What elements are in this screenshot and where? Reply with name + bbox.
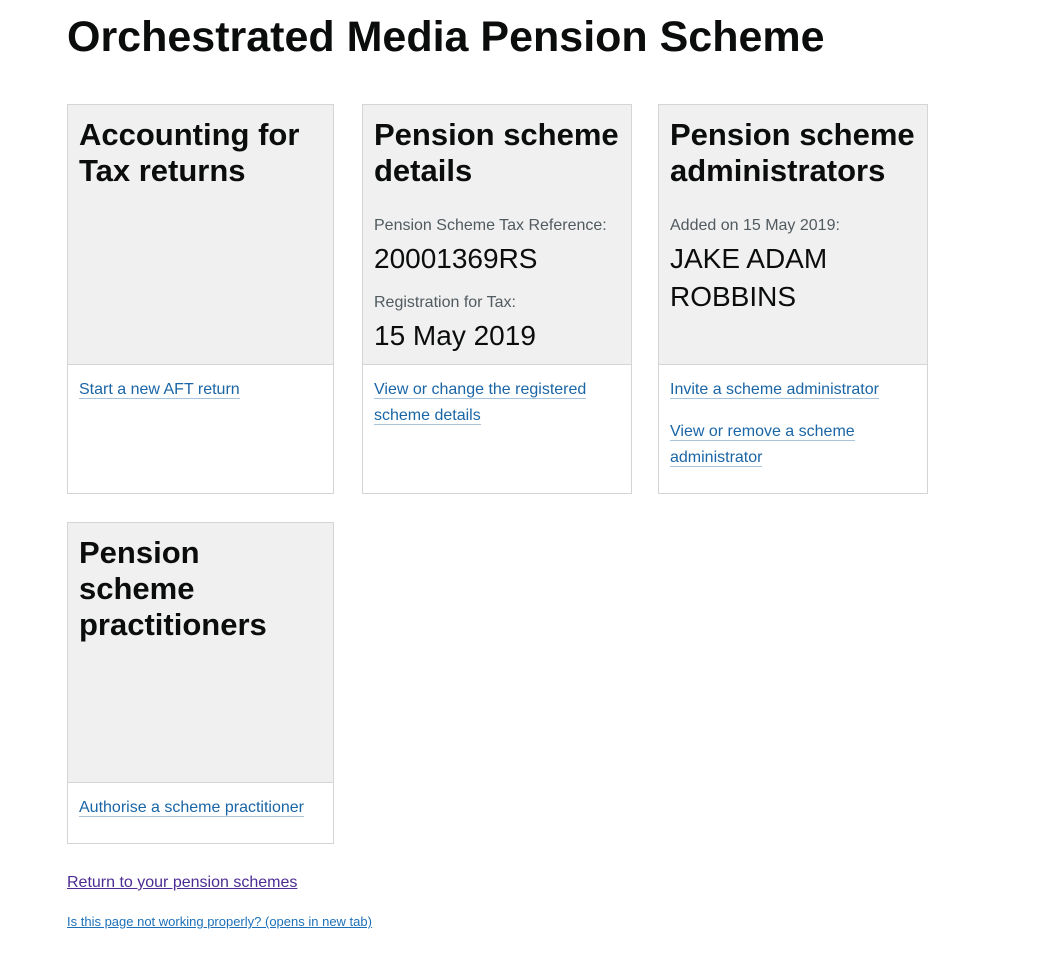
admin-name: JAKE ADAM ROBBINS (670, 243, 828, 312)
view-change-scheme-details-link[interactable]: View or change the registered scheme details (374, 381, 587, 424)
admin-added-label: Added on 15 May 2019: (670, 217, 840, 234)
practitioners-card-links (68, 783, 333, 833)
view-remove-scheme-administrator-link[interactable]: View or remove a scheme administrator (670, 423, 855, 466)
scheme-details-card-title: Pension scheme details (374, 117, 619, 188)
registration-value: 15 May 2019 (374, 320, 536, 351)
authorise-scheme-practitioner-link[interactable]: Authorise a scheme practitioner (79, 799, 304, 816)
practitioners-card (67, 522, 334, 844)
administrators-card-title: Pension scheme administrators (670, 117, 915, 188)
page-title: Orchestrated Media Pension Scheme (67, 13, 825, 61)
pstr-label: Pension Scheme Tax Reference: (374, 217, 607, 234)
return-to-pension-schemes-link[interactable]: Return to your pension schemes (67, 874, 298, 891)
aft-card-header (68, 105, 333, 365)
invite-scheme-administrator-link[interactable]: Invite a scheme administrator (670, 381, 879, 398)
page-not-working-link[interactable]: Is this page not working properly? (opens in new tab) (67, 914, 372, 929)
aft-card (67, 104, 334, 494)
aft-card-links (68, 365, 333, 415)
administrators-card (658, 104, 928, 494)
scheme-details-card-links (363, 365, 631, 441)
scheme-details-card-header (363, 105, 631, 365)
practitioners-card-title: Pension scheme practitioners (79, 535, 267, 642)
aft-card-title: Accounting for Tax returns (79, 117, 300, 188)
administrators-card-links (659, 365, 927, 483)
registration-label: Registration for Tax: (374, 294, 516, 311)
start-new-aft-return-link[interactable]: Start a new AFT return (79, 381, 240, 398)
practitioners-card-header (68, 523, 333, 783)
scheme-details-card (362, 104, 632, 494)
administrators-card-header (659, 105, 927, 365)
pstr-value: 20001369RS (374, 243, 538, 274)
